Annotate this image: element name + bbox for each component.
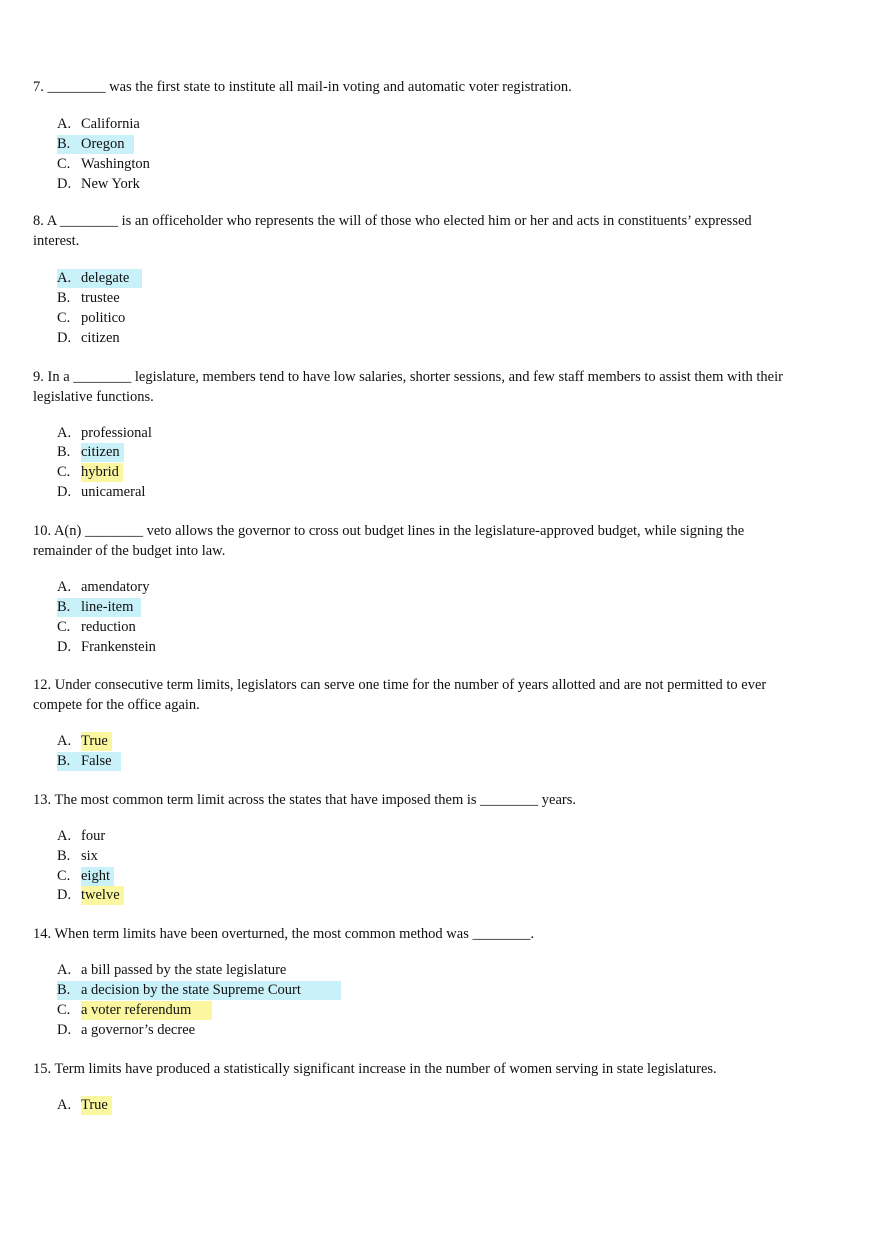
question-8-option-c[interactable]: C. politico: [57, 310, 126, 326]
question-13-option-a[interactable]: A. four: [57, 828, 106, 844]
option-label: delegate: [81, 270, 130, 286]
option-label: unicameral: [81, 484, 146, 500]
option-label: citizen: [81, 443, 124, 462]
option-label: six: [81, 848, 98, 864]
question-13-text: 13. The most common term limit across the states that have imposed them is ________ years.: [33, 792, 576, 808]
question-13-option-d[interactable]: D. twelve: [57, 886, 124, 905]
question-13-option-c[interactable]: C. eight: [57, 867, 114, 886]
option-label: Frankenstein: [81, 639, 156, 655]
option-label: hybrid: [81, 463, 123, 482]
option-label: amendatory: [81, 579, 150, 595]
question-13-option-b[interactable]: B. six: [57, 848, 98, 864]
option-label: True: [81, 1096, 112, 1115]
question-10-option-a[interactable]: A. amendatory: [57, 579, 150, 595]
option-label: a decision by the state Supreme Court: [81, 982, 301, 998]
question-7-text: 7. ________ was the first state to institute all mail-in voting and automatic voter registration.: [33, 79, 572, 95]
question-9-option-c[interactable]: C. hybrid: [57, 463, 123, 482]
option-label: New York: [81, 176, 140, 192]
question-9-option-b[interactable]: B. citizen: [57, 443, 124, 462]
question-7-option-d[interactable]: D. New York: [57, 176, 140, 192]
option-label: a voter referendum: [81, 1001, 212, 1020]
question-10-option-c[interactable]: C. reduction: [57, 619, 136, 635]
option-label: four: [81, 828, 106, 844]
option-label: False: [81, 753, 112, 769]
question-7-option-b[interactable]: B. Oregon: [57, 135, 134, 154]
question-12-option-b[interactable]: B. False: [57, 752, 121, 771]
option-label: line-item: [81, 599, 134, 615]
option-label: True: [81, 732, 112, 751]
option-label: a bill passed by the state legislature: [81, 962, 287, 978]
question-9-option-a[interactable]: A. professional: [57, 425, 152, 441]
option-label: Oregon: [81, 136, 125, 152]
option-label: Washington: [81, 156, 150, 172]
option-label: politico: [81, 310, 126, 326]
option-label: citizen: [81, 330, 120, 346]
question-10-text: 10. A(n) ________ veto allows the governor to cross out budget lines in the legislature-approved budget, while signing the remainder of the budget into law.: [33, 523, 745, 559]
question-10-option-d[interactable]: D. Frankenstein: [57, 639, 156, 655]
question-14-option-b[interactable]: B. a decision by the state Supreme Court: [57, 981, 341, 1000]
question-12-option-a[interactable]: A. True: [57, 732, 112, 751]
option-label: California: [81, 116, 140, 132]
question-9-text: 9. In a ________ legislature, members tend to have low salaries, shorter sessions, and few staff members to assist them with their legislative functions.: [33, 369, 783, 405]
question-14-option-d[interactable]: D. a governor’s decree: [57, 1022, 196, 1038]
question-15-text: 15. Term limits have produced a statistically significant increase in the number of women serving in state legislatures.: [33, 1061, 717, 1077]
question-8-option-d[interactable]: D. citizen: [57, 330, 120, 346]
option-label: trustee: [81, 290, 120, 306]
option-label: a governor’s decree: [81, 1022, 196, 1038]
option-label: professional: [81, 425, 152, 441]
question-7-option-a[interactable]: A. California: [57, 116, 140, 132]
question-14-option-a[interactable]: A. a bill passed by the state legislature: [57, 962, 287, 978]
option-label: eight: [81, 867, 114, 886]
question-15-option-a[interactable]: A. True: [57, 1096, 112, 1115]
question-8-option-a[interactable]: A. delegate: [57, 269, 142, 288]
question-12-text: 12. Under consecutive term limits, legislators can serve one time for the number of years allotted and are not permitted to ever compete for the office again.: [33, 677, 767, 713]
option-label: reduction: [81, 619, 136, 635]
question-9-option-d[interactable]: D. unicameral: [57, 484, 146, 500]
question-7-option-c[interactable]: C. Washington: [57, 156, 150, 172]
option-label: twelve: [81, 886, 124, 905]
question-14-text: 14. When term limits have been overturned, the most common method was ________.: [33, 926, 535, 942]
question-8-text: 8. A ________ is an officeholder who represents the will of those who elected him or her and acts in constituents’ expressed interest.: [33, 213, 752, 249]
question-10-option-b[interactable]: B. line-item: [57, 598, 141, 617]
question-14-option-c[interactable]: C. a voter referendum: [57, 1001, 212, 1020]
question-8-option-b[interactable]: B. trustee: [57, 290, 120, 306]
